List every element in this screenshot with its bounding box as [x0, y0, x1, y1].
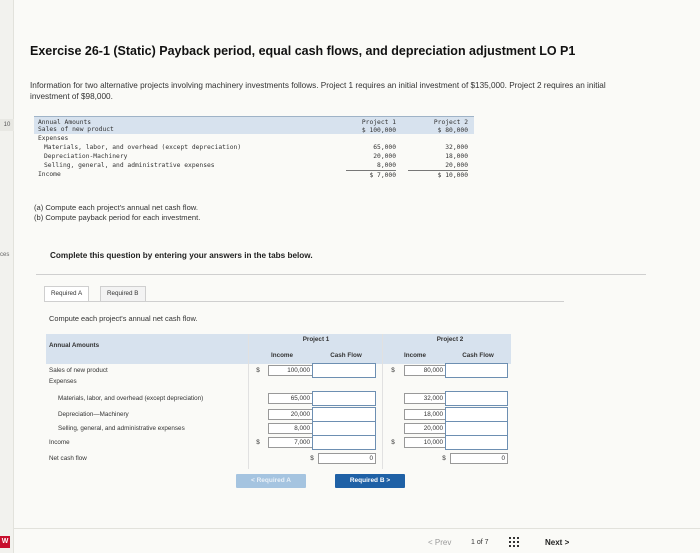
p2-income-cashflow-input[interactable]: [445, 435, 508, 450]
p1-income-cashflow-input[interactable]: [312, 435, 376, 450]
p1-materials-input[interactable]: 65,000: [268, 393, 313, 404]
sidebar-label: ces: [0, 252, 10, 258]
p2-cashflow-header: Cash Flow: [462, 352, 494, 359]
answer-row-income: [46, 437, 511, 448]
p1-materials-cashflow-input[interactable]: [312, 391, 376, 406]
brand-badge: W: [0, 536, 10, 548]
p1-income-header: Income: [270, 352, 294, 359]
left-sidebar: [0, 0, 14, 553]
given-row-label: Expenses: [38, 135, 69, 142]
p2-selling-cashflow-input[interactable]: [445, 421, 508, 436]
given-row-p1: 8,000: [377, 162, 396, 169]
given-row: [34, 152, 474, 161]
given-row-p1: $ 7,000: [346, 170, 396, 180]
dollar-sign: $: [256, 367, 260, 374]
answer-header-label: Annual Amounts: [49, 342, 100, 349]
tab-required-a[interactable]: Required A: [44, 286, 89, 302]
answer-row-net: [46, 453, 511, 464]
given-row-p1: 65,000: [373, 144, 396, 151]
given-row: [34, 170, 474, 179]
p2-net-cashflow: 0: [450, 453, 508, 464]
tab-divider: [44, 301, 564, 302]
given-row-label: Depreciation-Machinery: [44, 153, 128, 160]
given-data-table: [34, 116, 474, 179]
p2-depreciation-cashflow-input[interactable]: [445, 407, 508, 422]
given-row-label: Income: [38, 171, 61, 178]
given-row-label: Selling, general, and administrative expenses: [44, 162, 215, 169]
answer-table: [46, 334, 511, 469]
row-label: Net cash flow: [49, 455, 87, 462]
exercise-title: Exercise 26-1 (Static) Payback period, equal cash flows, and depreciation adjustment LO P1: [30, 44, 576, 58]
p1-depreciation-input[interactable]: 20,000: [268, 409, 313, 420]
p1-income-input[interactable]: 7,000: [268, 437, 313, 448]
project1-header: Project 1: [302, 336, 330, 343]
dollar-sign: $: [391, 439, 395, 446]
p1-selling-cashflow-input[interactable]: [312, 421, 376, 436]
given-header-p2-name: Project 2: [433, 119, 468, 126]
compute-label: Compute each project's annual net cash flow.: [49, 314, 198, 323]
given-header-p1-name: Project 1: [361, 119, 396, 126]
dollar-sign: $: [442, 455, 446, 462]
task-b: (b) Compute payback period for each investment.: [34, 213, 201, 222]
task-list: [34, 203, 200, 223]
p1-net-cashflow: 0: [318, 453, 376, 464]
p1-sales-input[interactable]: 100,000: [268, 365, 313, 376]
answer-row-selling: [46, 423, 511, 434]
required-a-nav-button[interactable]: < Required A: [236, 474, 306, 488]
p2-selling-input[interactable]: 20,000: [404, 423, 446, 434]
p2-materials-input[interactable]: 32,000: [404, 393, 446, 404]
row-label: Income: [49, 439, 70, 446]
instruction-text: Complete this question by entering your answers in the tabs below.: [50, 251, 313, 260]
given-row-label: Materials, labor, and overhead (except depreciation): [44, 144, 242, 151]
prev-button[interactable]: < Prev: [428, 538, 452, 547]
p2-sales-input[interactable]: 80,000: [404, 365, 446, 376]
p1-cashflow-header: Cash Flow: [330, 352, 362, 359]
row-label: Materials, labor, and overhead (except depreciation): [58, 395, 204, 402]
row-label: Selling, general, and administrative expenses: [58, 425, 185, 432]
given-row: [34, 134, 474, 143]
given-row: [34, 161, 474, 170]
given-header-p1-sales: $ 100,000: [361, 127, 396, 134]
row-label: Sales of new product: [49, 367, 108, 374]
given-row: [34, 143, 474, 152]
dollar-sign: $: [256, 439, 260, 446]
grid-icon[interactable]: [509, 537, 519, 547]
given-row-label: Sales of new product: [38, 126, 114, 133]
row-label: Depreciation—Machinery: [58, 411, 129, 418]
given-row-p2: $ 10,000: [408, 170, 468, 180]
given-row: [34, 125, 474, 134]
tab-required-b[interactable]: Required B: [100, 286, 146, 302]
given-header-label: Annual Amounts: [38, 119, 92, 126]
p2-depreciation-input[interactable]: 18,000: [404, 409, 446, 420]
answer-row-depreciation: [46, 409, 511, 420]
p1-selling-input[interactable]: 8,000: [268, 423, 313, 434]
dollar-sign: $: [391, 367, 395, 374]
exercise-intro: Information for two alternative projects involving machinery investments follows. Project 1 requires an initial investment of $135,000. Project 2 requires an initial investment of $98,000.: [30, 81, 606, 101]
given-row-p2: 20,000: [445, 162, 468, 169]
answer-row-materials: [46, 393, 511, 404]
given-row-p1: 20,000: [373, 153, 396, 160]
given-row-p2: 18,000: [445, 153, 468, 160]
task-a: (a) Compute each project's annual net cash flow.: [34, 203, 198, 212]
question-number[interactable]: 10: [0, 119, 14, 131]
answer-header: [46, 334, 511, 364]
p2-income-header: Income: [403, 352, 427, 359]
given-row-p2: 32,000: [445, 144, 468, 151]
answer-row-sales: [46, 365, 511, 376]
dollar-sign: $: [310, 455, 314, 462]
p2-materials-cashflow-input[interactable]: [445, 391, 508, 406]
bottom-divider: [14, 528, 700, 529]
answer-row-expenses: [46, 376, 511, 387]
p1-depreciation-cashflow-input[interactable]: [312, 407, 376, 422]
project2-header: Project 2: [436, 336, 464, 343]
p2-income-input[interactable]: 10,000: [404, 437, 446, 448]
required-b-nav-button[interactable]: Required B >: [335, 474, 405, 488]
given-header-p2-sales: $ 80,000: [437, 127, 468, 134]
divider: [36, 274, 646, 275]
page-count: 1 of 7: [471, 539, 489, 546]
next-button[interactable]: Next >: [545, 538, 570, 547]
row-label: Expenses: [49, 378, 77, 385]
